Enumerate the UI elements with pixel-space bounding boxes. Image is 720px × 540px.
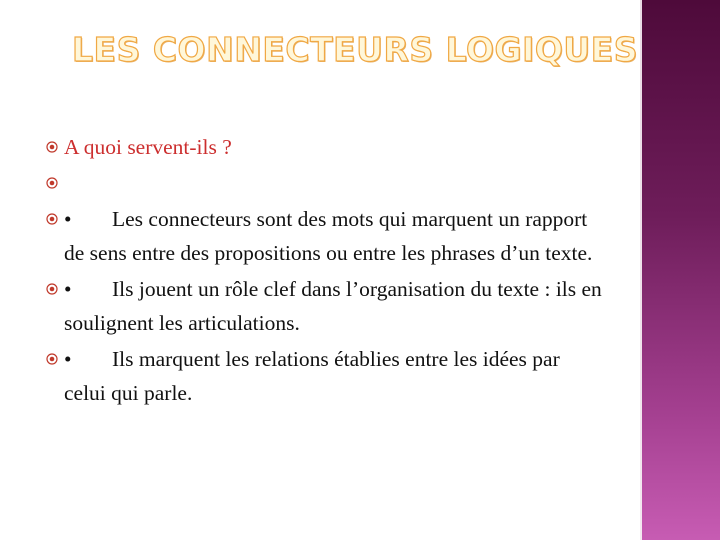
bullet-item-relations <box>44 342 604 410</box>
bullet-item-definition <box>44 202 604 270</box>
bullet-item-question <box>44 130 604 164</box>
bullet-text: Les connecteurs sont des mots qui marquent un rapport de sens entre des propositions ou entre les phrases d’un texte. <box>64 207 593 265</box>
bullet-dot: • <box>64 347 72 371</box>
circled-dot-icon <box>46 141 58 153</box>
side-decorative-band <box>642 0 720 540</box>
circled-dot-icon <box>46 283 58 295</box>
circled-dot-icon <box>46 213 58 225</box>
circled-dot-icon <box>46 177 58 189</box>
bullet-dot: • <box>64 207 72 231</box>
bullet-text: Ils jouent un rôle clef dans l’organisation du texte : ils en soulignent les articulations. <box>64 277 602 335</box>
slide-title: LES CONNECTEURS LOGIQUES <box>72 30 639 69</box>
bullet-list <box>44 130 604 410</box>
bullet-dot: • <box>64 277 72 301</box>
bullet-item-empty <box>44 166 604 200</box>
circled-dot-icon <box>46 353 58 365</box>
bullet-text: Ils marquent les relations établies entre les idées par celui qui parle. <box>64 347 560 405</box>
bullet-item-role <box>44 272 604 340</box>
bullet-text: A quoi servent-ils ? <box>64 135 232 159</box>
